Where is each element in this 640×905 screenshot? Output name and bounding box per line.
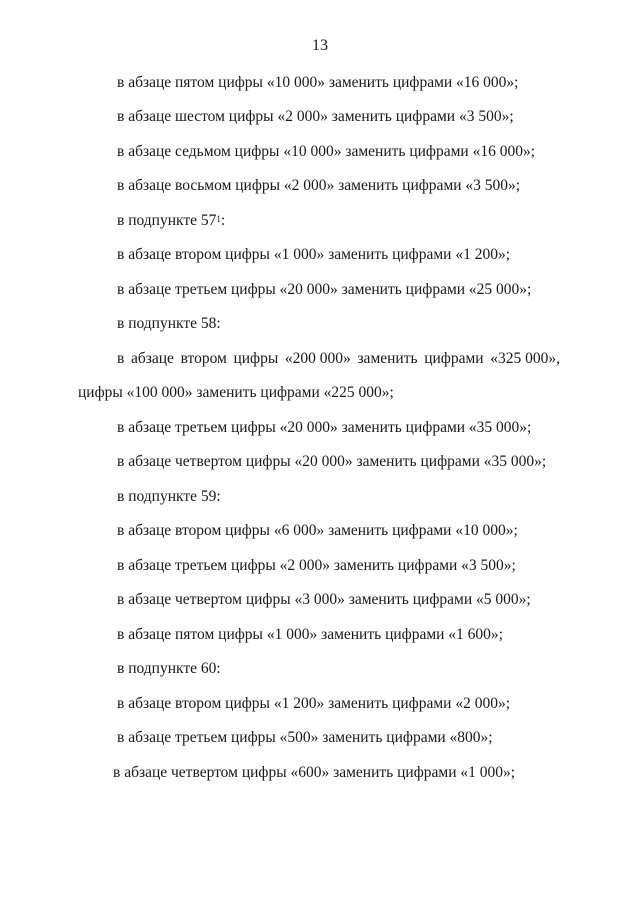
text-line: в абзаце восьмом цифры «2 000» заменить цифрами «3 500»;	[117, 177, 521, 194]
text-line: в абзаце третьем цифры «2 000» заменить цифрами «3 500»;	[117, 557, 516, 574]
text-line: в абзаце четвертом цифры «20 000» заменить цифрами «35 000»;	[117, 453, 547, 470]
continuation-text-line: цифры «100 000» заменить цифрами «225 000»;	[78, 384, 394, 401]
word: заменить	[357, 350, 418, 367]
text-line: в подпункте 60:	[117, 660, 221, 677]
subpoint-57-line	[117, 211, 225, 231]
word: «325 000»,	[490, 350, 560, 367]
word: в	[117, 350, 125, 367]
text-line: в абзаце третьем цифры «20 000» заменить цифрами «25 000»;	[117, 281, 532, 298]
text-line: в подпункте 59:	[117, 488, 221, 505]
word: цифрами	[424, 350, 484, 367]
word: абзаце	[130, 350, 174, 367]
justified-text-line	[117, 349, 560, 369]
text-line: в абзаце третьем цифры «20 000» заменить цифрами «35 000»;	[117, 419, 532, 436]
text-line: в абзаце втором цифры «1 000» заменить цифрами «1 200»;	[117, 246, 510, 263]
text-line: в абзаце четвертом цифры «600» заменить цифрами «1 000»;	[113, 764, 516, 781]
text-line: в абзаце третьем цифры «500» заменить цифрами «800»;	[117, 729, 493, 746]
text-line: в абзаце пятом цифры «10 000» заменить цифрами «16 000»;	[117, 74, 519, 91]
text-line: в абзаце пятом цифры «1 000» заменить цифрами «1 600»;	[117, 626, 503, 643]
text-line: в абзаце седьмом цифры «10 000» заменить цифрами «16 000»;	[117, 143, 536, 160]
subpoint-57-superscript: 1	[216, 214, 221, 224]
word: цифры	[233, 350, 279, 367]
text-line: в абзаце втором цифры «6 000» заменить цифрами «10 000»;	[117, 522, 518, 539]
word: «200 000»	[284, 350, 351, 367]
text-line: в абзаце втором цифры «1 200» заменить цифрами «2 000»;	[117, 695, 510, 712]
page-number: 13	[312, 37, 328, 54]
subpoint-57-suffix: :	[220, 212, 226, 229]
text-line: в подпункте 58:	[117, 315, 221, 332]
word: втором	[180, 350, 227, 367]
subpoint-57-prefix: в подпункте 57	[117, 212, 217, 229]
text-line: в абзаце четвертом цифры «3 000» заменить цифрами «5 000»;	[117, 591, 531, 608]
text-line: в абзаце шестом цифры «2 000» заменить цифрами «3 500»;	[117, 108, 514, 125]
